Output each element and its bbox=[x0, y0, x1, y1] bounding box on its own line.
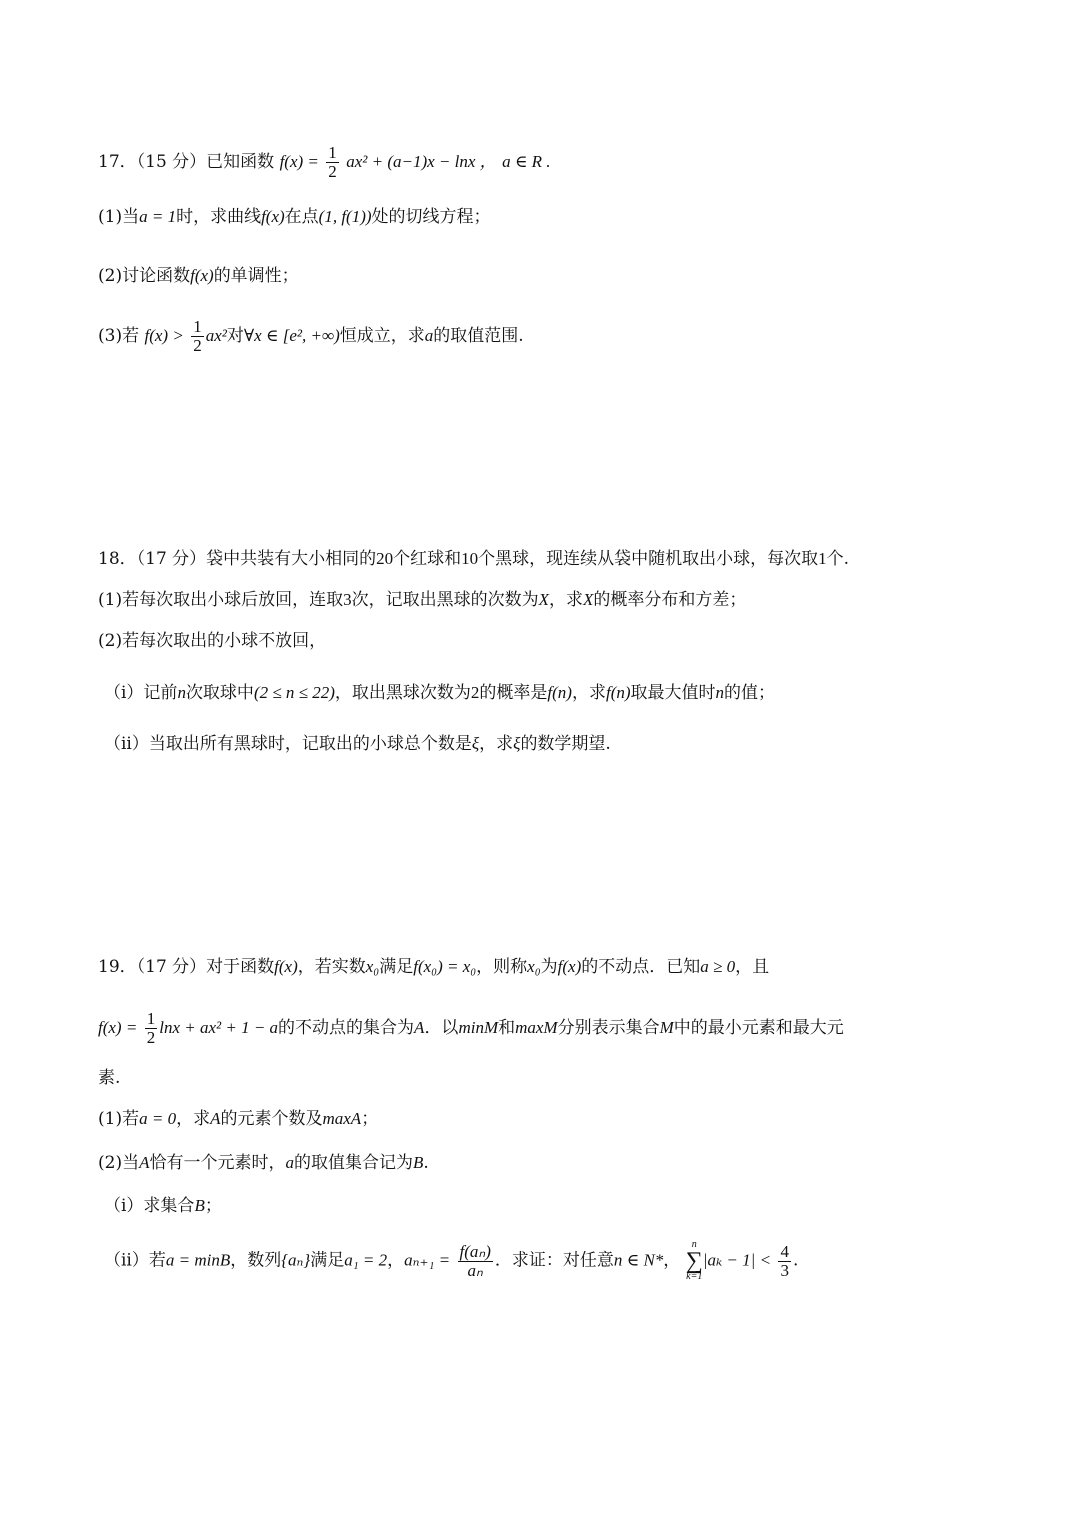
q17-part2: (2)讨论函数f(x)的单调性； bbox=[98, 266, 299, 286]
q17-half-fraction: $\frac{1}{2}$ bbox=[328, 143, 337, 181]
q19-four-thirds-fraction: $\frac{4}{3}$ bbox=[780, 1241, 789, 1280]
q17-function-tail: ax² + (a−1)x − lnx ， bbox=[346, 152, 497, 171]
q17-fx: f(x) = bbox=[279, 152, 319, 171]
q19-line2: f(x) = $\frac{1}{2}$ lnx + ax² + 1 − a的不动点的集合为A．以minM和maxM分别表示集合M中的最小元素和最大元 bbox=[98, 1009, 844, 1047]
q19-recurrence-fraction: $\frac{\text{f(aₙ)}}{\text{aₙ}}$ bbox=[459, 1241, 491, 1280]
q17-header-line bbox=[98, 144, 551, 181]
q19-part2-i: （i）求集合B； bbox=[104, 1196, 222, 1216]
q17-part3: (3)若 f(x) > $\frac{1}{2}$ ax²对∀x ∈ [e², +∞)恒成立，求a的取值范围. bbox=[98, 317, 524, 355]
q19-header-line: 19．（17 分）对于函数f(x)，若实数x₀满足f(x₀) = x₀，则称x₀为f(x)的不动点．已知a ≥ 0，且 bbox=[98, 957, 770, 977]
q17-header: 17．（15 分）已知函数 bbox=[98, 152, 275, 172]
q19-part2: (2)当A恰有一个元素时，a的取值集合记为B. bbox=[98, 1153, 429, 1173]
q19-part2-ii: （ii）若a = minB，数列{aₙ}满足a₁ = 2，aₙ₊₁ = $\frac{\text{f(aₙ)}}{\text{aₙ}}$ ．求证：对任意n ∈ N*， n ∑ k=1 |aₖ − 1| < $\frac{4}{3}$ . bbox=[104, 1239, 799, 1282]
q19-part1: (1)若a = 0，求A的元素个数及maxA； bbox=[98, 1109, 379, 1129]
q18-header-line: 18．（17 分）袋中共装有大小相同的20个红球和10个黑球，现连续从袋中随机取出小球，每次取1个. bbox=[98, 549, 850, 569]
q19-line3: 素. bbox=[98, 1068, 121, 1088]
q18-part1: (1)若每次取出小球后放回，连取3次，记取出黑球的次数为X，求X的概率分布和方差； bbox=[98, 590, 747, 610]
q18-part2-i: （i）记前n次取球中(2 ≤ n ≤ 22)，取出黑球次数为2的概率是f(n)，求f(n)取最大值时n的值； bbox=[104, 683, 776, 703]
q19-half-fraction: $\frac{1}{2}$ bbox=[146, 1009, 156, 1047]
q18-header: 18．（17 分）袋中共装有大小相同的 bbox=[98, 549, 377, 569]
q19-summation: n ∑ k=1 bbox=[685, 1239, 703, 1282]
q17-part3-half-fraction: $\frac{1}{2}$ bbox=[193, 317, 202, 355]
q17-part1: (1)当a = 1时，求曲线f(x)在点(1, f(1))处的切线方程； bbox=[98, 207, 491, 227]
q19-header: 19．（17 分）对于函数 bbox=[98, 957, 275, 977]
q18-part2: (2)若每次取出的小球不放回， bbox=[98, 631, 327, 651]
q17-domain: a ∈ R . bbox=[502, 152, 551, 171]
q18-part2-ii: （ii）当取出所有黑球时，记取出的小球总个数是ξ，求ξ的数学期望. bbox=[104, 734, 611, 754]
